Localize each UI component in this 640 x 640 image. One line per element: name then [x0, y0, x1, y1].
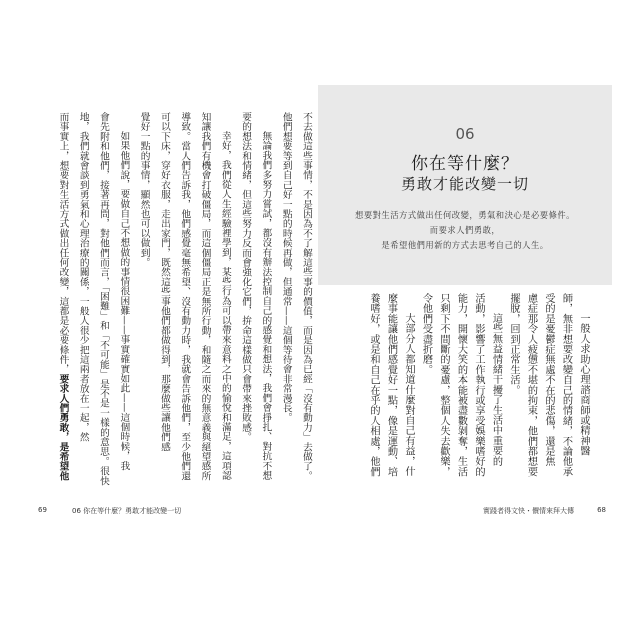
chapter-intro-line: 是希望他們用新的方式去思考自己的人生。 [381, 240, 549, 250]
page-number: 69 [38, 506, 47, 514]
right-page [318, 0, 640, 640]
text-column: 只剩下不間斷的憂慮，整個人失去歡樂， [438, 293, 449, 477]
text-column: 慮症那令人疲憊不堪的拘束，他們都想要 [525, 293, 537, 477]
running-head-book: 實踐者得文快・價情來拜大傳 [483, 507, 574, 515]
text-column: 大部分人都知道什麼對自己有益，什 [403, 313, 414, 477]
left-page [0, 0, 318, 640]
text-span: 而事實上，想要對生活方式做出任何改變，這都是必要條件， [57, 112, 69, 374]
left-page-body [52, 112, 316, 484]
chapter-title: 你在等什麼？ [411, 154, 519, 174]
text-column: 師，無非想要改變自己的情緒，不論他承 [560, 293, 572, 477]
text-column: 不去做這些事情，不是因為不了解這些事的價值，而是因為已經「沒有動力」去做了。 [301, 112, 312, 481]
text-column: 一般人求助心理諮商師或精神醫 [578, 313, 589, 457]
text-column: 他們想要等到自己好一點的時候再做，但通常——這個等待會非常漫長。 [280, 112, 292, 423]
text-column: 可以下床，穿好衣服，走出家門，既然這些事他們都做得到，那麼做些讓他們感 [158, 112, 170, 452]
page-number: 68 [597, 506, 606, 514]
text-column: 受的是憂鬱症無處不在的悲傷，還是焦 [543, 293, 554, 467]
text-column: 這些無益情緒干擾了生活中重要的 [490, 313, 502, 467]
chapter-opener-box [318, 85, 612, 285]
running-head-chapter: 06 你在等什麼？勇敢才能改變一切 [72, 507, 182, 515]
text-column: 能力，開懷大笑的本能被盡數剝奪，生活 [455, 293, 467, 477]
chapter-intro-line: 而要求人們勇敢， [429, 225, 501, 235]
text-column: 導致。當人們告訴我，他們感覺毫無希望、沒有動力時，我就會告訴他們，至少他們還 [179, 112, 191, 481]
text-column: 知讓我們有機會打破僵局，而這個僵局正是無所行動，和隨之而來的無意義與絕望感所 [199, 112, 211, 481]
chapter-subtitle: 勇敢才能改變一切 [400, 175, 529, 193]
bold-emphasis-text: 要求人們勇敢，是希望他 [57, 373, 69, 481]
chapter-intro-line: 想要對生活方式做出任何改變，勇氣和決心是必要條件。 [355, 210, 575, 220]
text-column: 活動，影響了工作執行或享受娛樂嗜好的 [473, 293, 484, 477]
text-column: 幸好，我們從人生經驗裡學到，某些行為可以帶來意料之中的愉悅和滿足，這項認 [219, 131, 231, 481]
text-column: 要的想法和情緒，但這些努力反而會強化它們，拚命這樣做只會帶來挫敗感。 [240, 112, 252, 442]
text-column: 會先附和他們，接著再問，對他們而言，「困難」和「不可能」是不是一樣的意思。很快 [98, 112, 110, 486]
right-page-body [364, 293, 592, 485]
text-column: 如果他們說，要做自己不想做的事情很困難——事實確實如此——這個時候，我 [118, 131, 130, 471]
text-column: 令他們受盡折磨。 [420, 293, 432, 375]
text-column: 擺脫，回到正常生活。 [508, 293, 519, 395]
text-column-last [52, 112, 72, 484]
text-column: 養嗜好，或是和自己在乎的人相處，他們 [368, 293, 379, 477]
chapter-number: 06 [455, 125, 475, 143]
text-column: 地，我們就會談到勇氣和心理治療的關係，一般人很少把這兩者放在一起，然 [77, 112, 89, 442]
text-column: 覺好一點的事情，顯然也可以做到。 [138, 112, 150, 268]
text-column: 無論我們多努力嘗試，都沒有辦法控制自己的感覺和想法，我們會掙扎、對抗不想 [260, 131, 272, 481]
text-column: 麼事能讓他們感覺好一點，像是運動、培 [385, 293, 397, 477]
